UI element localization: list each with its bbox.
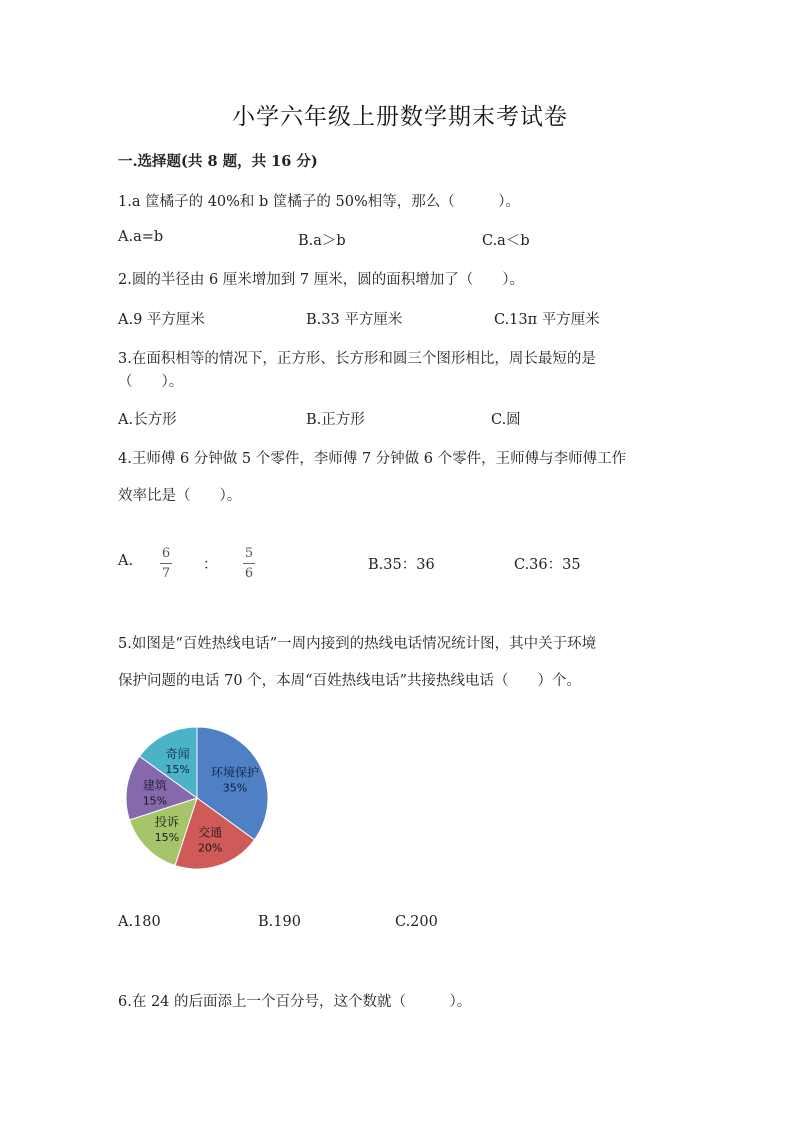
question-5-option-a: A.180 [118,914,161,930]
fraction-bar [243,563,255,564]
question-2-option-b: B.33 平方厘米 [306,312,403,328]
question-4-stem-line2: 效率比是（ ）。 [118,488,242,504]
question-6-stem: 6.在 24 的后面添上一个百分号，这个数就（ ）。 [118,994,472,1010]
pie-slice-percent: 15% [165,763,190,777]
question-1-option-a: A.a=b [118,229,164,245]
fraction-denominator: 6 [244,566,254,581]
pie-slice-label: 交通 [198,825,223,840]
question-4-fraction-1 [160,546,172,581]
question-3-stem-line1: 3.在面积相等的情况下，正方形、长方形和圆三个图形相比，周长最短的是 [118,351,596,367]
pie-slice-percent: 20% [197,841,223,855]
pie-slice-percent: 35% [222,781,248,795]
question-5-stem-line1: 5.如图是“百姓热线电话”一周内接到的热线电话情况统计图，其中关于环境 [118,636,597,652]
question-3-option-c: C.圆 [491,412,521,428]
question-1-stem: 1.a 筐橘子的 40%和 b 筐橘子的 50%相等，那么（ ）。 [118,194,521,210]
question-2-option-a: A.9 平方厘米 [118,312,205,328]
pie-slice-label: 环境保护 [210,765,259,780]
question-3-option-b: B.正方形 [306,412,365,428]
pie-slice-label: 投诉 [154,815,179,830]
pie-slice-percent: 15% [154,831,180,845]
question-2-option-c: C.13π 平方厘米 [494,312,600,328]
question-3-option-a: A.长方形 [118,412,177,428]
question-5-stem-line2: 保护问题的电话 70 个，本周“百姓热线电话”共接热线电话（ ）个。 [118,673,581,689]
section-heading: 一.选择题(共 8 题，共 16 分) [118,153,318,170]
question-1-option-b: B.a＞b [298,233,346,249]
pie-chart-svg [118,722,278,874]
pie-slice-percent: 15% [142,794,168,808]
question-4-option-b: B.35：36 [368,557,435,573]
fraction-bar [160,563,172,564]
question-5-option-c: C.200 [395,914,438,930]
question-2-stem: 2.圆的半径由 6 厘米增加到 7 厘米，圆的面积增加了（ ）。 [118,272,524,288]
fraction-denominator: 7 [161,566,171,581]
question-4-fraction-2 [243,546,255,581]
question-1-option-c: C.a＜b [482,233,530,249]
question-4-ratio-colon: ： [203,557,218,573]
fraction-numerator: 5 [244,546,254,561]
fraction-numerator: 6 [161,546,171,561]
pie-slice-label: 奇闻 [165,747,190,762]
question-4-option-a-prefix: A. [118,553,134,569]
hotline-pie-chart [118,722,278,874]
page-title: 小学六年级上册数学期末考试卷 [232,104,568,130]
question-4-option-c: C.36：35 [514,557,581,573]
question-4-stem-line1: 4.王师傅 6 分钟做 5 个零件，李师傅 7 分钟做 6 个零件，王师傅与李师傅工作 [118,451,627,467]
question-5-option-b: B.190 [258,914,301,930]
question-3-stem-line2: （ ）。 [118,374,184,390]
pie-slice-label: 建筑 [142,778,167,793]
